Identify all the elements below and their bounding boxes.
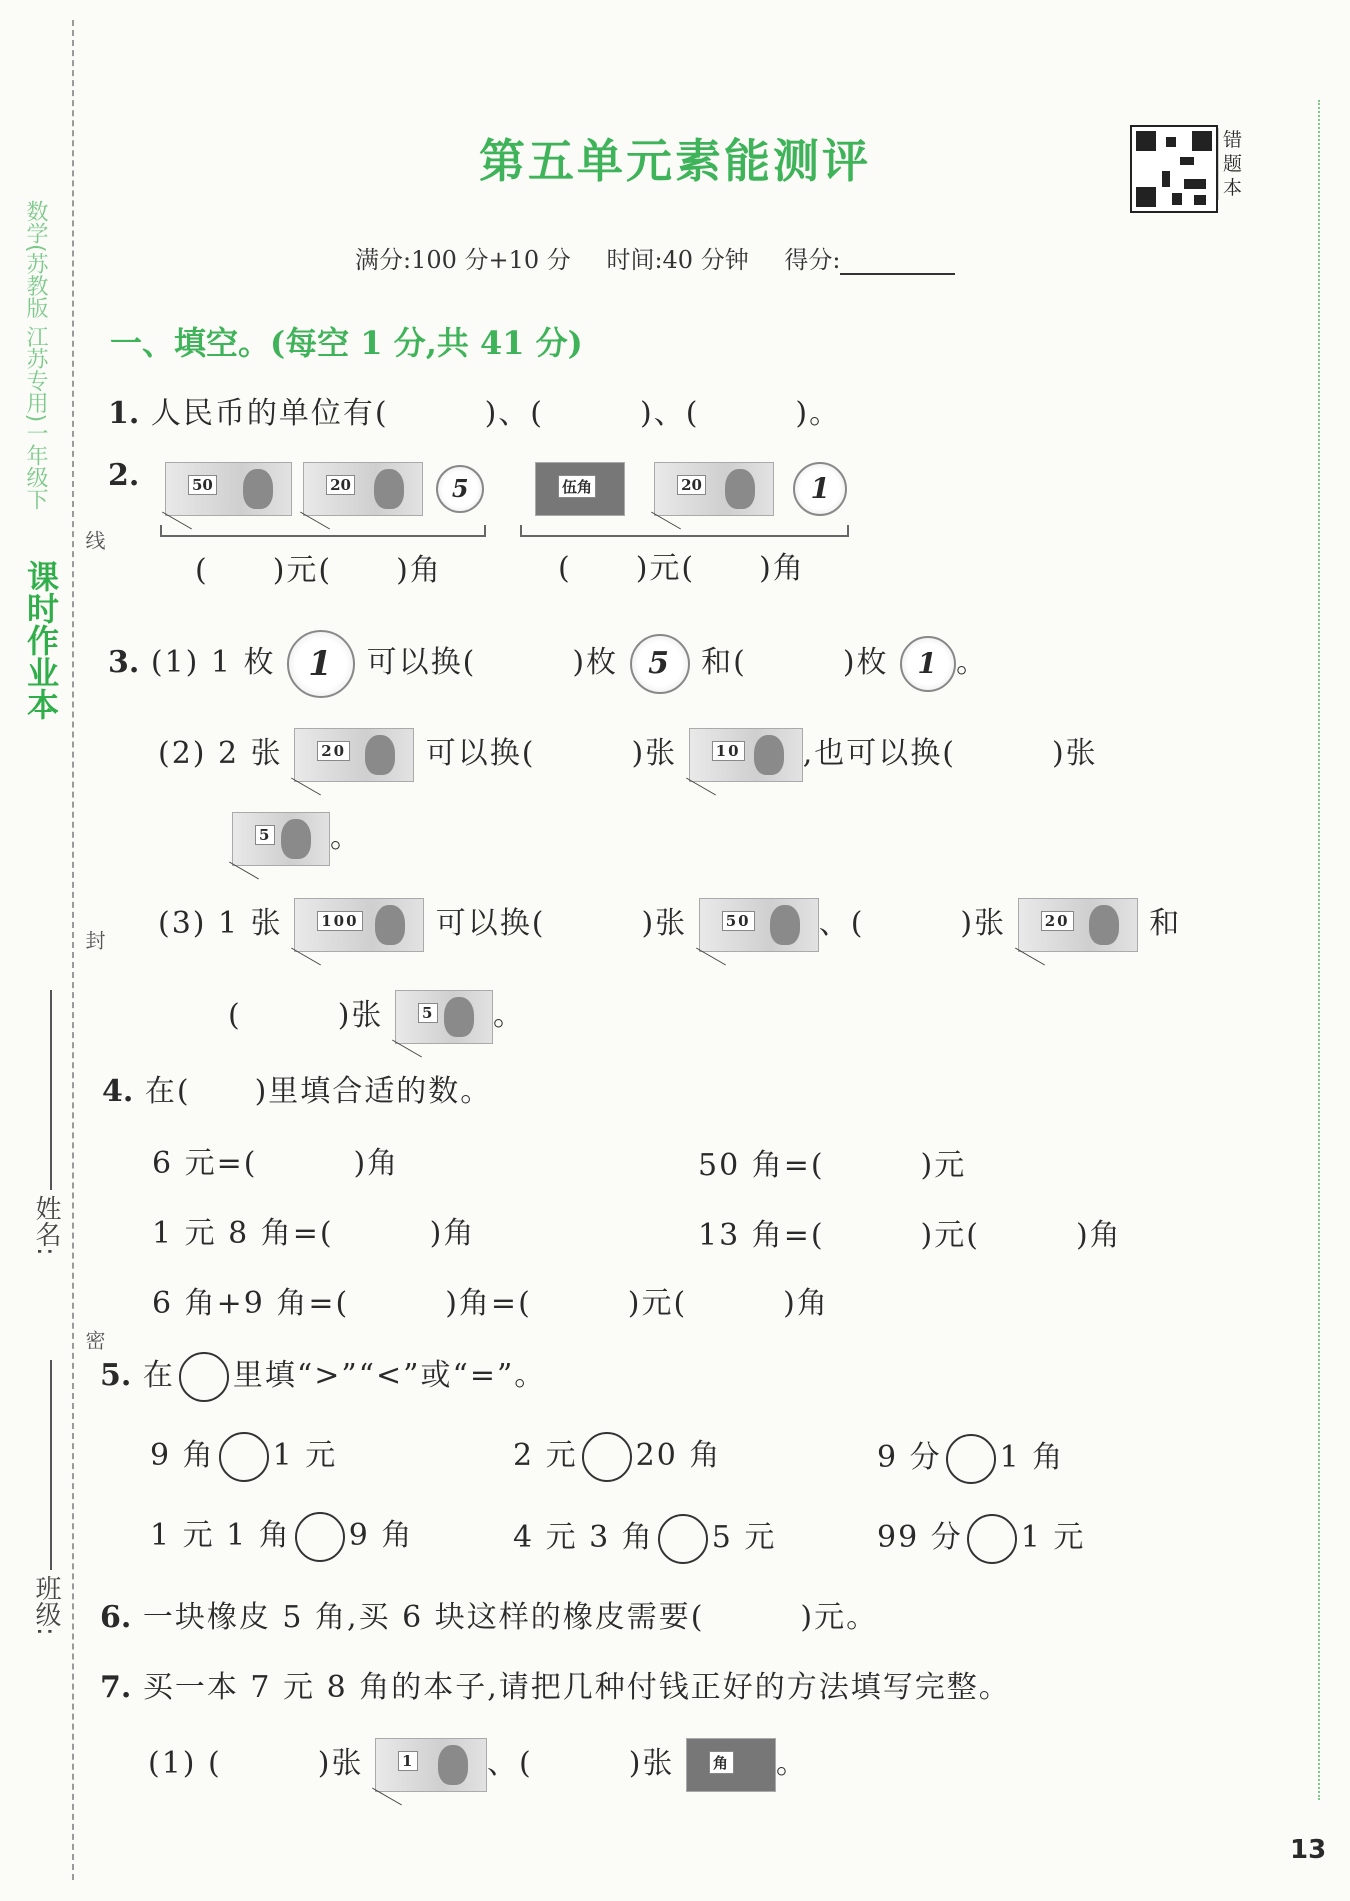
coin: 1 bbox=[900, 636, 956, 692]
q4-row1-b: 50 角=( )元 bbox=[698, 1148, 967, 1183]
full-score: 满分:100 分+10 分 bbox=[355, 246, 571, 274]
q4-row2-a: 1 元 8 角=( )角 bbox=[152, 1216, 476, 1251]
page-number: 13 bbox=[1290, 1835, 1327, 1865]
compare-circle[interactable] bbox=[295, 1512, 345, 1562]
banknote: 50 bbox=[699, 898, 819, 952]
compare-circle[interactable] bbox=[658, 1514, 708, 1564]
line-mark: 线 bbox=[82, 530, 106, 550]
score-label: 得分: bbox=[784, 246, 841, 274]
coin: 5 bbox=[436, 465, 484, 513]
margin-line bbox=[1318, 100, 1320, 1800]
brace bbox=[160, 525, 486, 537]
banknote: 20 bbox=[1018, 898, 1138, 952]
question-6: 6. 一块橡皮 5 角,买 6 块这样的橡皮需要( )元。 bbox=[100, 1600, 879, 1635]
close-mark: 密 bbox=[82, 1330, 106, 1350]
question-7: 7. 买一本 7 元 8 角的本子,请把几种付钱正好的方法填写完整。 bbox=[100, 1670, 1011, 1705]
question-4: 4. 在( )里填合适的数。 bbox=[102, 1074, 493, 1109]
question-5: 5. 在 里填“>”“<”或“=”。 bbox=[100, 1350, 546, 1402]
banknote: 20 bbox=[654, 462, 774, 516]
series-title: 数学(苏教版 江苏专用)一年级下 bbox=[23, 200, 48, 511]
name-label: 姓名: bbox=[31, 1195, 61, 1256]
q4-row1-a: 6 元=( )角 bbox=[152, 1146, 400, 1181]
section-title: 一、填空。(每空 1 分,共 41 分) bbox=[110, 324, 583, 362]
compare-circle[interactable] bbox=[582, 1432, 632, 1482]
compare-circle bbox=[179, 1352, 229, 1402]
question-2-answer-a: ( )元( )角 bbox=[195, 553, 442, 588]
q5-item: 1 元 1 角 9 角 bbox=[150, 1510, 413, 1562]
banknote: 20 bbox=[303, 462, 423, 516]
compare-circle[interactable] bbox=[946, 1434, 996, 1484]
banknote: 10 bbox=[689, 728, 803, 782]
exam-meta bbox=[355, 240, 983, 275]
question-7-part-1: (1) ( )张 1 、( )张 角 。 bbox=[148, 1738, 808, 1792]
question-2-group-a bbox=[165, 462, 484, 516]
brand-logo: 课时作业本 bbox=[22, 560, 60, 720]
coin: 1 bbox=[287, 630, 355, 698]
banknote: 角 bbox=[686, 1738, 776, 1792]
question-3-part-3: (3) 1 张 100 可以换( )张 50 、( )张 20 和 bbox=[158, 898, 1181, 952]
question-3-part-1: 3. (1) 1 枚 1 可以换( )枚 5 和( )枚 1 。 bbox=[108, 630, 988, 698]
qr-code-icon[interactable] bbox=[1130, 125, 1218, 213]
compare-circle[interactable] bbox=[967, 1514, 1017, 1564]
question-3-part-3-cont: ( )张 5 。 bbox=[228, 990, 525, 1044]
banknote: 20 bbox=[294, 728, 414, 782]
banknote: 5 bbox=[395, 990, 493, 1044]
class-field[interactable] bbox=[50, 1360, 52, 1570]
q5-item: 9 分 1 角 bbox=[877, 1432, 1064, 1484]
banknote: 1 bbox=[375, 1738, 487, 1792]
wrong-answer-book-label: 错题本 bbox=[1218, 128, 1247, 200]
time-limit: 时间:40 分钟 bbox=[606, 246, 749, 274]
class-label: 班级: bbox=[31, 1575, 61, 1636]
compare-circle[interactable] bbox=[219, 1432, 269, 1482]
q5-item: 9 角 1 元 bbox=[150, 1430, 337, 1482]
coin: 5 bbox=[630, 634, 690, 694]
question-3-part-2-cont: 5 。 bbox=[232, 812, 362, 866]
banknote: 50 bbox=[165, 462, 292, 516]
name-field[interactable] bbox=[50, 990, 52, 1190]
banknote: 100 bbox=[294, 898, 424, 952]
banknote: 伍角 bbox=[535, 462, 625, 516]
q4-row3: 6 角+9 角=( )角=( )元( )角 bbox=[152, 1286, 829, 1321]
question-2-number: 2. bbox=[108, 458, 140, 493]
q5-item: 4 元 3 角 5 元 bbox=[513, 1512, 776, 1564]
score-field[interactable] bbox=[840, 249, 955, 275]
question-2-group-b bbox=[535, 462, 847, 516]
page-title: 第五单元素能测评 bbox=[479, 134, 871, 188]
coin: 1 bbox=[793, 462, 847, 516]
binding-line bbox=[72, 20, 74, 1880]
question-3-part-2: (2) 2 张 20 可以换( )张 10 ,也可以换( )张 bbox=[158, 728, 1098, 782]
question-1: 1. 人民币的单位有( )、( )、( )。 bbox=[108, 396, 842, 431]
banknote: 5 bbox=[232, 812, 330, 866]
q4-row2-b: 13 角=( )元( )角 bbox=[698, 1218, 1122, 1253]
q5-item: 99 分 1 元 bbox=[877, 1512, 1085, 1564]
question-2-answer-b: ( )元( )角 bbox=[558, 551, 805, 586]
brace bbox=[520, 525, 849, 537]
seal-mark: 封 bbox=[82, 930, 106, 950]
q5-item: 2 元 20 角 bbox=[513, 1430, 721, 1482]
